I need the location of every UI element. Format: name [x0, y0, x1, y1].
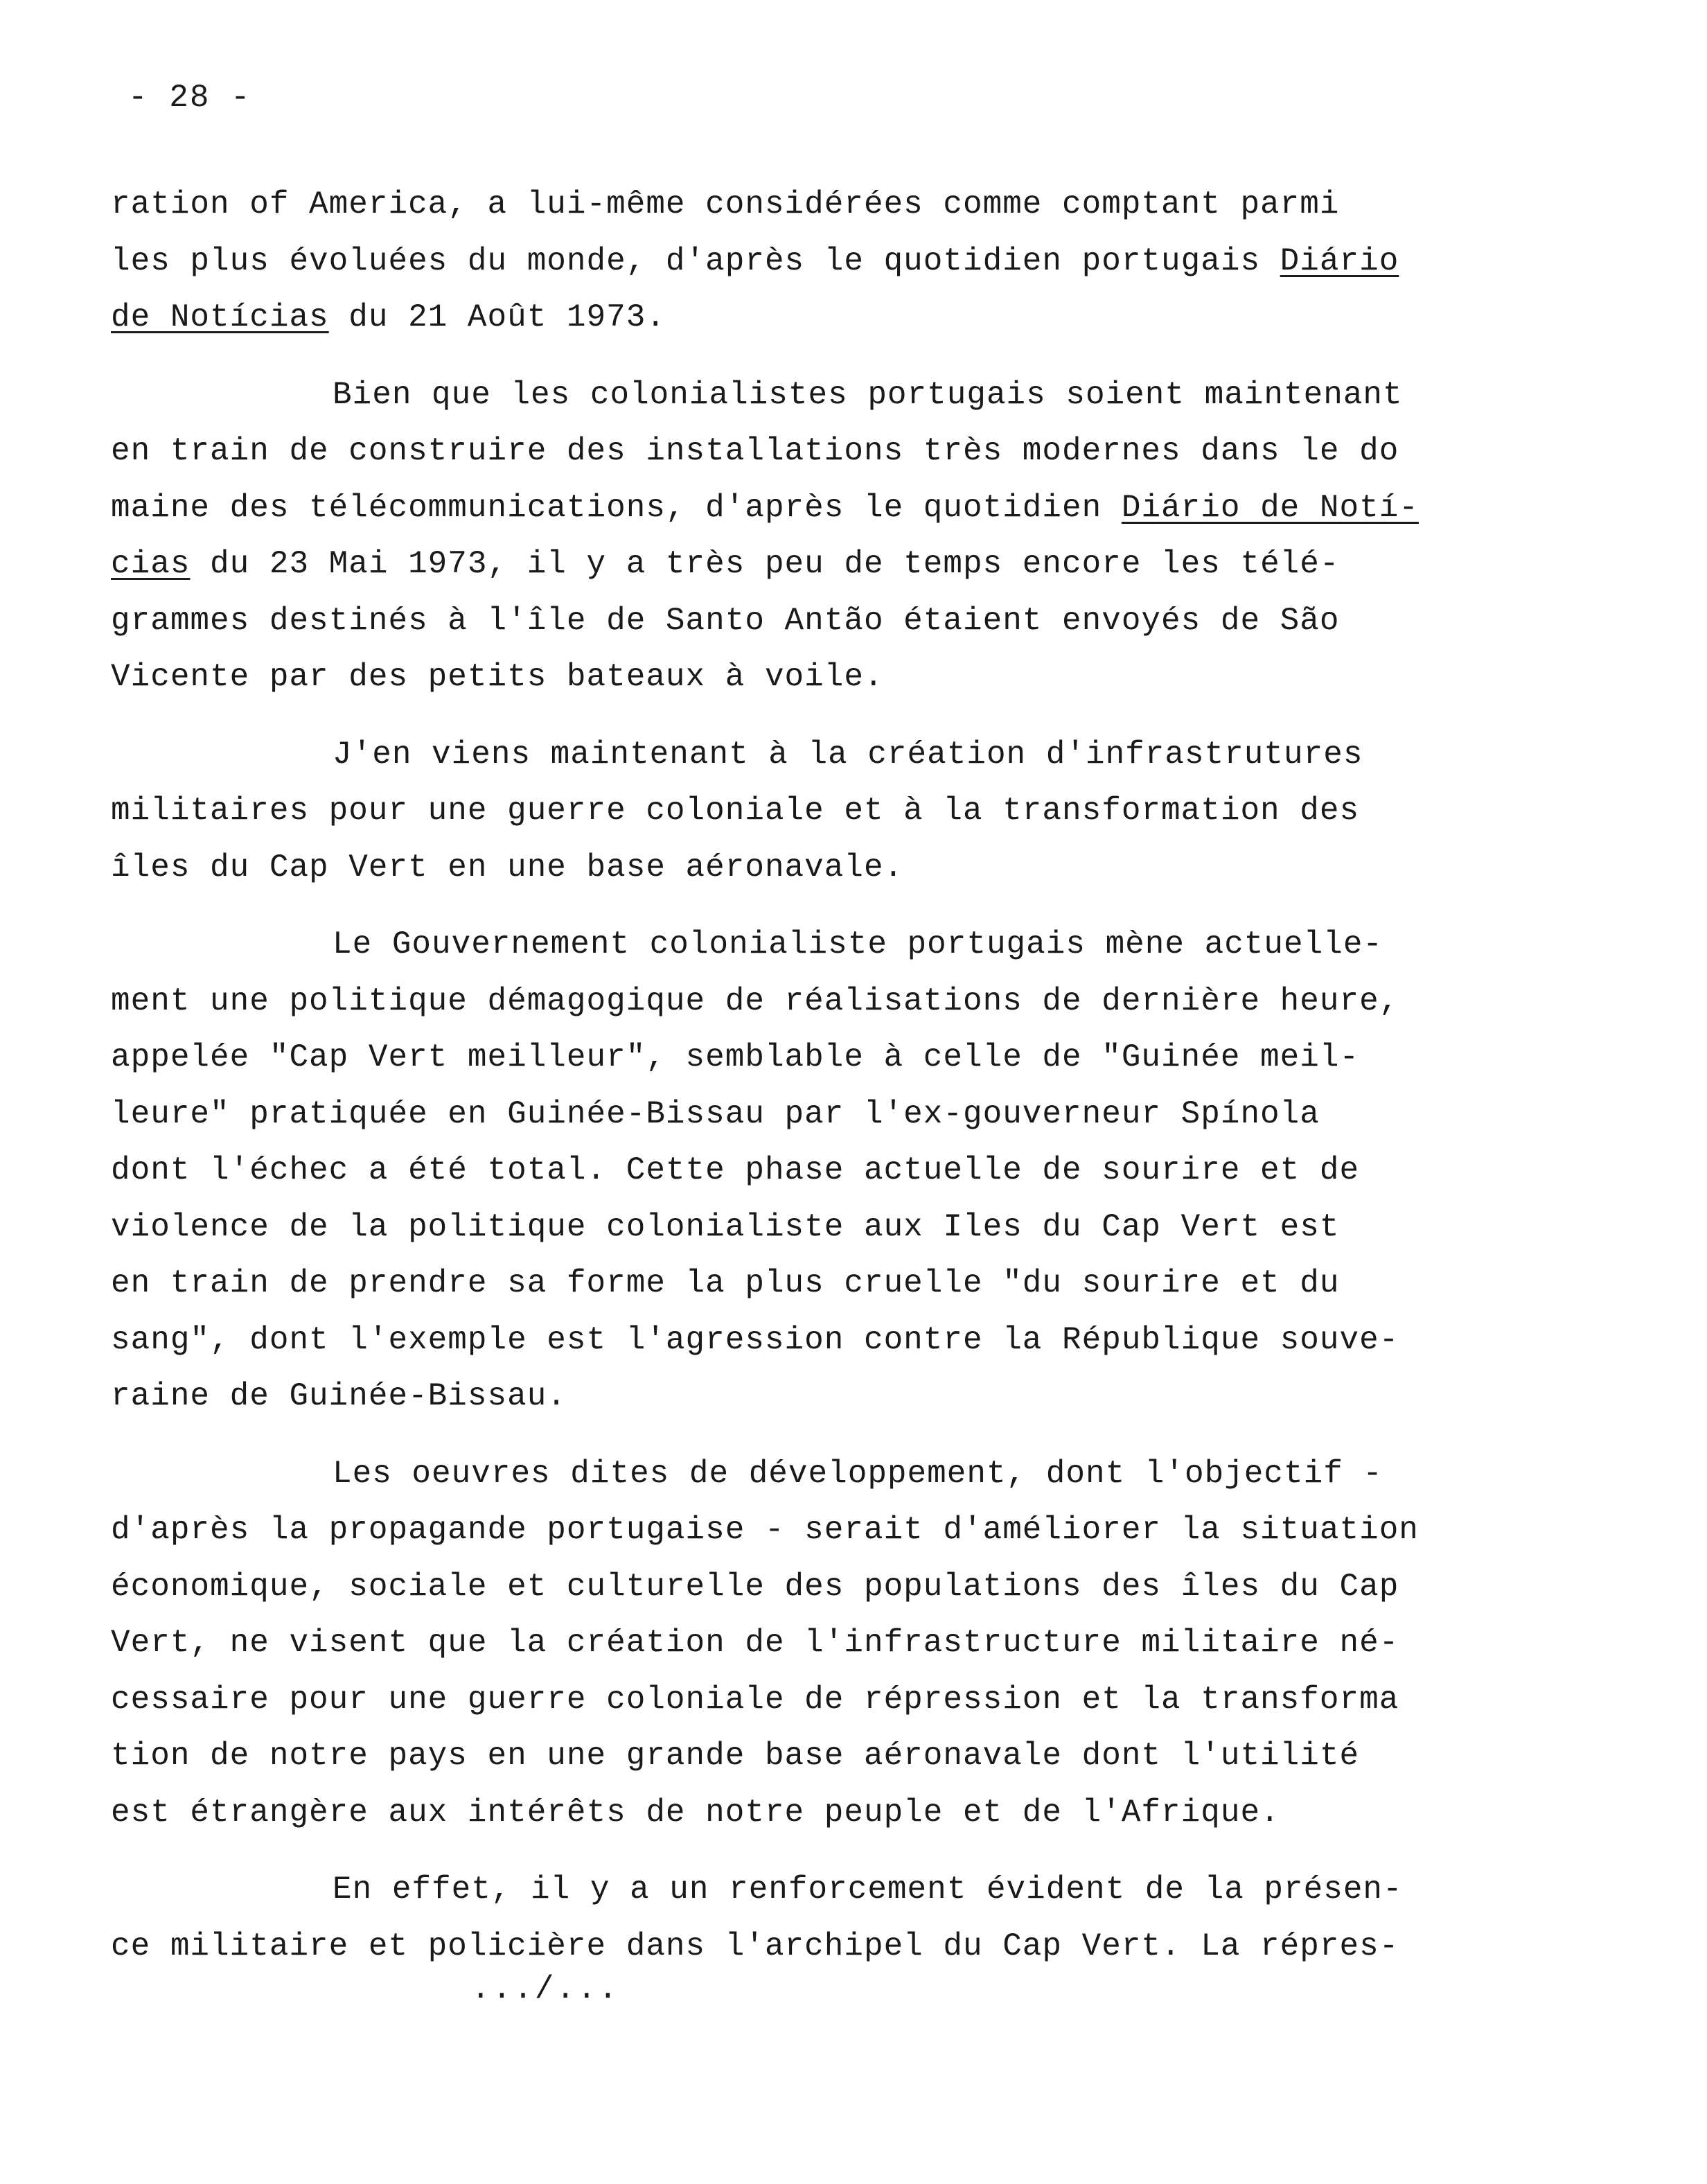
text-line: ration of America, a lui-même considérées comme comptant parmi: [111, 186, 1340, 222]
text-line: îles du Cap Vert en une base aéronavale.: [111, 849, 904, 886]
text-line: Bien que les colonialistes portugais soient maintenant: [333, 376, 1403, 413]
paragraph-2: [111, 367, 1510, 706]
text-line: d'après la propagande portugaise - serait d'améliorer la situation: [111, 1512, 1419, 1548]
text-line: ce militaire et policière dans l'archipel du Cap Vert. La répres-: [111, 1928, 1399, 1964]
text-line: sang", dont l'exemple est l'agression contre la République souve-: [111, 1321, 1399, 1358]
page-number: - 28 -: [128, 80, 251, 116]
text-line: leure" pratiquée en Guinée-Bissau par l'ex-gouverneur Spínola: [111, 1095, 1320, 1132]
newspaper-title: Diário: [1280, 243, 1399, 279]
text-line: maine des télécommunications, d'après le quotidien Diário de Notí-: [111, 489, 1419, 526]
newspaper-title: cias: [111, 546, 191, 582]
text-line: les plus évoluées du monde, d'après le quotidien portugais Diário: [111, 243, 1399, 279]
newspaper-title: de Notícias: [111, 299, 329, 335]
text-line: tion de notre pays en une grande base aéronavale dont l'utilité: [111, 1738, 1360, 1774]
text-line: cessaire pour une guerre coloniale de répression et la transforma: [111, 1681, 1399, 1718]
text-line: Les oeuvres dites de développement, dont l'objectif -: [333, 1455, 1383, 1492]
text-line: Le Gouvernement colonialiste portugais mène actuelle-: [333, 926, 1383, 962]
text-line: économique, sociale et culturelle des populations des îles du Cap: [111, 1568, 1399, 1605]
newspaper-title: Diário de Notí-: [1121, 489, 1419, 526]
text-line: J'en viens maintenant à la création d'infrastrutures: [333, 736, 1363, 773]
paragraph-1: [111, 177, 1510, 346]
paragraph-5: [111, 1446, 1510, 1842]
text-line: dont l'échec a été total. Cette phase actuelle de sourire et de: [111, 1152, 1360, 1188]
text-line: cias du 23 Mai 1973, il y a très peu de temps encore les télé-: [111, 546, 1340, 582]
text-line: En effet, il y a un renforcement évident de la présen-: [333, 1872, 1403, 1908]
paragraph-4: [111, 917, 1510, 1425]
text-line: militaires pour une guerre coloniale et à la transformation des: [111, 793, 1360, 829]
text-line: Vicente par des petits bateaux à voile.: [111, 659, 884, 695]
text-line: de Notícias du 21 Août 1973.: [111, 299, 666, 335]
text-line: est étrangère aux intérêts de notre peuple et de l'Afrique.: [111, 1794, 1280, 1831]
paragraph-6: [111, 1862, 1510, 1975]
text-line: appelée "Cap Vert meilleur", semblable à celle de "Guinée meil-: [111, 1039, 1360, 1075]
continuation-mark: .../...: [471, 1971, 620, 2007]
text-line: grammes destinés à l'île de Santo Antão étaient envoyés de São: [111, 602, 1340, 639]
text-line: violence de la politique colonialiste aux Iles du Cap Vert est: [111, 1208, 1340, 1245]
document-body: [111, 177, 1510, 1975]
text-line: ment une politique démagogique de réalisations de dernière heure,: [111, 983, 1399, 1019]
text-line: Vert, ne visent que la création de l'infrastructure militaire né-: [111, 1625, 1399, 1661]
text-line: en train de prendre sa forme la plus cruelle "du sourire et du: [111, 1265, 1340, 1301]
paragraph-3: [111, 727, 1510, 897]
text-line: raine de Guinée-Bissau.: [111, 1378, 567, 1414]
text-line: en train de construire des installations très modernes dans le do: [111, 433, 1399, 469]
